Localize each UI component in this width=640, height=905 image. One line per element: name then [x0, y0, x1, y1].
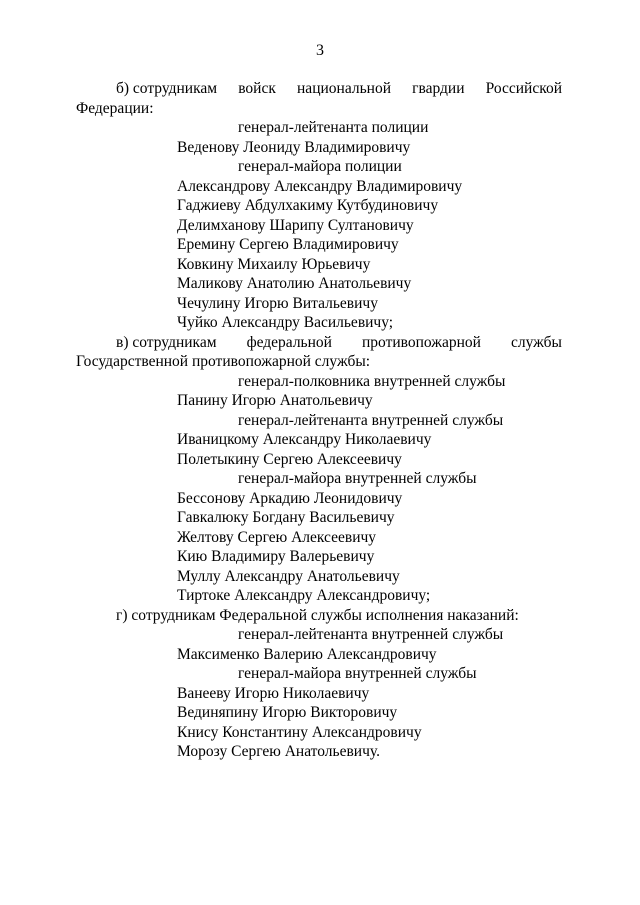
rank-line: генерал-майора внутренней службы — [238, 665, 477, 682]
awardee-name: Полетыкину Сергею Алексеевичу — [177, 450, 402, 468]
heading-word: гвардии — [412, 80, 465, 97]
awardee-name: Тиртоке Александру Александровичу; — [177, 587, 431, 604]
rank-line: генерал-лейтенанта внутренней службы — [238, 411, 504, 429]
heading-word: б) сотрудникам — [116, 80, 218, 97]
awardee-name: Панину Игорю Анатольевичу — [177, 392, 373, 409]
heading-word: Российской — [485, 80, 562, 97]
awardee-name: Кию Владимиру Валерьевичу — [177, 548, 375, 565]
section-heading: г) сотрудникам Федеральной службы исполнения наказаний: — [116, 606, 519, 624]
awardee-name: Муллу Александру Анатольевичу — [177, 567, 400, 585]
awardee-name: Кнису Константину Александровичу — [177, 723, 422, 741]
awardee-name: Морозу Сергею Анатольевичу. — [177, 743, 380, 760]
heading-word: войск — [238, 80, 276, 97]
page-number: 3 — [316, 42, 324, 59]
heading-word: федеральной — [246, 333, 332, 351]
awardee-name: Еремину Сергею Владимировичу — [177, 236, 399, 253]
heading-word: национальной — [297, 80, 391, 97]
awardee-name: Александрову Александру Владимировичу — [177, 177, 463, 195]
section-heading — [116, 79, 562, 99]
section-heading-continuation: Государственной противопожарной службы: — [76, 353, 371, 370]
awardee-name: Чуйко Александру Васильевичу; — [177, 314, 394, 331]
section-heading-continuation: Федерации: — [76, 99, 154, 117]
awardee-name: Иваницкому Александру Николаевичу — [177, 431, 432, 448]
rank-line: генерал-лейтенанта полиции — [238, 119, 429, 136]
awardee-name: Гавкалюку Богдану Васильевичу — [177, 509, 395, 526]
heading-word: противопожарной — [362, 333, 481, 351]
awardee-name: Ванееву Игорю Николаевичу — [177, 684, 370, 702]
awardee-name: Бессонову Аркадию Леонидовичу — [177, 489, 403, 507]
rank-line: генерал-майора внутренней службы — [238, 470, 477, 487]
awardee-name: Желтову Сергею Алексеевичу — [177, 528, 377, 546]
rank-line: генерал-лейтенанта внутренней службы — [238, 626, 504, 643]
awardee-name: Гаджиеву Абдулхакиму Кутбудиновичу — [177, 197, 439, 214]
rank-line: генерал-майора полиции — [238, 158, 402, 175]
awardee-name: Максименко Валерию Александровичу — [177, 645, 437, 663]
awardee-name: Вединяпину Игорю Викторовичу — [177, 704, 398, 721]
heading-word: в) сотрудникам — [116, 333, 217, 351]
awardee-name: Делимханову Шарипу Султановичу — [177, 216, 414, 234]
awardee-name: Маликову Анатолию Анатольевичу — [177, 275, 412, 292]
awardee-name: Чечулину Игорю Витальевичу — [177, 294, 378, 312]
awardee-name: Веденову Леониду Владимировичу — [177, 138, 411, 156]
rank-line: генерал-полковника внутренней службы — [238, 372, 506, 390]
section-heading — [116, 333, 562, 353]
heading-word: службы — [511, 333, 562, 351]
awardee-name: Ковкину Михаилу Юрьевичу — [177, 255, 371, 273]
